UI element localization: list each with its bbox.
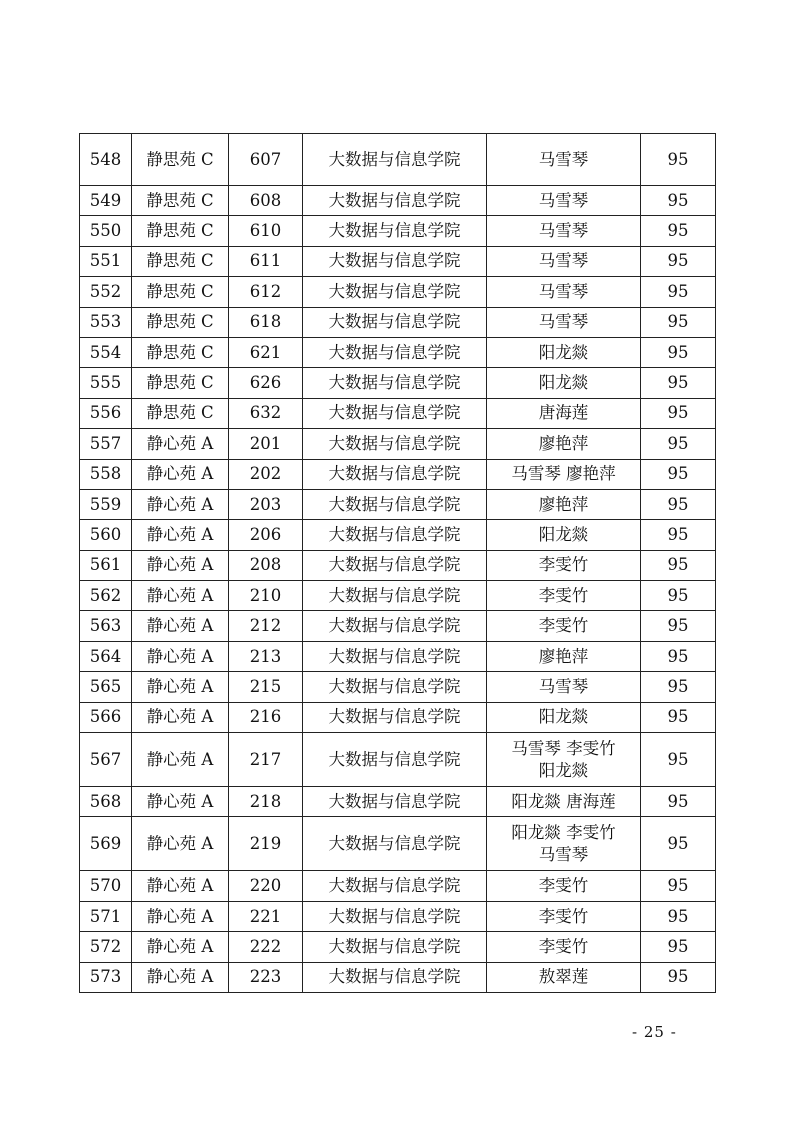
college-cell: 大数据与信息学院 <box>303 817 487 871</box>
inspector-name-cell: 马雪琴 <box>487 277 641 307</box>
room-number-cell: 611 <box>229 246 303 276</box>
building-cell: 静思苑 C <box>132 307 229 337</box>
table-row <box>80 246 716 276</box>
table-row <box>80 962 716 992</box>
row-number-cell: 552 <box>80 277 132 307</box>
score-cell: 95 <box>641 817 716 871</box>
building-cell: 静心苑 A <box>132 702 229 732</box>
row-number-cell: 548 <box>80 134 132 186</box>
room-number-cell: 610 <box>229 216 303 246</box>
table-row <box>80 216 716 246</box>
score-cell: 95 <box>641 134 716 186</box>
score-cell: 95 <box>641 368 716 398</box>
building-cell: 静思苑 C <box>132 246 229 276</box>
college-cell: 大数据与信息学院 <box>303 787 487 817</box>
inspector-name-cell: 李雯竹 <box>487 611 641 641</box>
building-cell: 静思苑 C <box>132 186 229 216</box>
building-cell: 静思苑 C <box>132 337 229 367</box>
row-number-cell: 558 <box>80 459 132 489</box>
table-row <box>80 932 716 962</box>
building-cell: 静心苑 A <box>132 733 229 787</box>
building-cell: 静心苑 A <box>132 962 229 992</box>
college-cell: 大数据与信息学院 <box>303 186 487 216</box>
table-row <box>80 702 716 732</box>
building-cell: 静心苑 A <box>132 550 229 580</box>
score-cell: 95 <box>641 787 716 817</box>
college-cell: 大数据与信息学院 <box>303 733 487 787</box>
college-cell: 大数据与信息学院 <box>303 429 487 459</box>
inspector-name-cell: 阳龙燚 <box>487 520 641 550</box>
college-cell: 大数据与信息学院 <box>303 581 487 611</box>
row-number-cell: 561 <box>80 550 132 580</box>
row-number-cell: 567 <box>80 733 132 787</box>
college-cell: 大数据与信息学院 <box>303 368 487 398</box>
score-cell: 95 <box>641 246 716 276</box>
college-cell: 大数据与信息学院 <box>303 134 487 186</box>
row-number-cell: 569 <box>80 817 132 871</box>
room-number-cell: 203 <box>229 489 303 519</box>
table-row <box>80 550 716 580</box>
table-row <box>80 901 716 931</box>
score-cell: 95 <box>641 186 716 216</box>
room-number-cell: 218 <box>229 787 303 817</box>
building-cell: 静心苑 A <box>132 672 229 702</box>
row-number-cell: 570 <box>80 871 132 901</box>
row-number-cell: 568 <box>80 787 132 817</box>
score-cell: 95 <box>641 901 716 931</box>
score-cell: 95 <box>641 216 716 246</box>
room-number-cell: 219 <box>229 817 303 871</box>
inspector-name-cell: 李雯竹 <box>487 932 641 962</box>
building-cell: 静思苑 C <box>132 398 229 428</box>
building-cell: 静心苑 A <box>132 611 229 641</box>
score-cell: 95 <box>641 459 716 489</box>
dormitory-score-table <box>79 133 716 993</box>
table-row <box>80 581 716 611</box>
table-row <box>80 186 716 216</box>
room-number-cell: 201 <box>229 429 303 459</box>
building-cell: 静心苑 A <box>132 641 229 671</box>
room-number-cell: 220 <box>229 871 303 901</box>
score-cell: 95 <box>641 672 716 702</box>
table-row <box>80 611 716 641</box>
college-cell: 大数据与信息学院 <box>303 871 487 901</box>
room-number-cell: 215 <box>229 672 303 702</box>
row-number-cell: 553 <box>80 307 132 337</box>
table-row <box>80 368 716 398</box>
college-cell: 大数据与信息学院 <box>303 246 487 276</box>
inspector-name-cell: 马雪琴 <box>487 216 641 246</box>
page-number: - 25 - <box>632 1023 677 1041</box>
row-number-cell: 559 <box>80 489 132 519</box>
building-cell: 静思苑 C <box>132 216 229 246</box>
building-cell: 静思苑 C <box>132 368 229 398</box>
inspector-name-cell: 廖艳萍 <box>487 641 641 671</box>
college-cell: 大数据与信息学院 <box>303 611 487 641</box>
inspector-name-cell: 敖翠莲 <box>487 962 641 992</box>
college-cell: 大数据与信息学院 <box>303 520 487 550</box>
score-cell: 95 <box>641 641 716 671</box>
row-number-cell: 571 <box>80 901 132 931</box>
row-number-cell: 550 <box>80 216 132 246</box>
college-cell: 大数据与信息学院 <box>303 702 487 732</box>
table-row <box>80 398 716 428</box>
row-number-cell: 556 <box>80 398 132 428</box>
room-number-cell: 607 <box>229 134 303 186</box>
score-cell: 95 <box>641 932 716 962</box>
row-number-cell: 557 <box>80 429 132 459</box>
table-row <box>80 277 716 307</box>
inspector-name-cell: 唐海莲 <box>487 398 641 428</box>
inspector-name-cell: 马雪琴 <box>487 186 641 216</box>
inspector-name-cell: 李雯竹 <box>487 871 641 901</box>
inspector-name-cell: 马雪琴 <box>487 246 641 276</box>
building-cell: 静心苑 A <box>132 901 229 931</box>
inspector-name-cell: 阳龙燚 李雯竹 马雪琴 <box>487 817 641 871</box>
room-number-cell: 612 <box>229 277 303 307</box>
inspector-name-cell: 阳龙燚 <box>487 368 641 398</box>
row-number-cell: 572 <box>80 932 132 962</box>
college-cell: 大数据与信息学院 <box>303 337 487 367</box>
table-row <box>80 672 716 702</box>
row-number-cell: 551 <box>80 246 132 276</box>
row-number-cell: 573 <box>80 962 132 992</box>
building-cell: 静思苑 C <box>132 277 229 307</box>
building-cell: 静心苑 A <box>132 581 229 611</box>
room-number-cell: 621 <box>229 337 303 367</box>
building-cell: 静思苑 C <box>132 134 229 186</box>
table-row <box>80 641 716 671</box>
room-number-cell: 210 <box>229 581 303 611</box>
table-body <box>80 134 716 993</box>
row-number-cell: 563 <box>80 611 132 641</box>
college-cell: 大数据与信息学院 <box>303 489 487 519</box>
college-cell: 大数据与信息学院 <box>303 672 487 702</box>
inspector-name-cell: 阳龙燚 <box>487 337 641 367</box>
table-row <box>80 787 716 817</box>
score-cell: 95 <box>641 489 716 519</box>
score-cell: 95 <box>641 307 716 337</box>
table-row <box>80 871 716 901</box>
score-cell: 95 <box>641 611 716 641</box>
room-number-cell: 608 <box>229 186 303 216</box>
building-cell: 静心苑 A <box>132 932 229 962</box>
row-number-cell: 555 <box>80 368 132 398</box>
table-row <box>80 459 716 489</box>
score-cell: 95 <box>641 277 716 307</box>
table-row <box>80 337 716 367</box>
row-number-cell: 562 <box>80 581 132 611</box>
row-number-cell: 565 <box>80 672 132 702</box>
building-cell: 静心苑 A <box>132 459 229 489</box>
room-number-cell: 208 <box>229 550 303 580</box>
row-number-cell: 549 <box>80 186 132 216</box>
score-cell: 95 <box>641 520 716 550</box>
table-row <box>80 520 716 550</box>
college-cell: 大数据与信息学院 <box>303 398 487 428</box>
college-cell: 大数据与信息学院 <box>303 641 487 671</box>
score-cell: 95 <box>641 733 716 787</box>
inspector-name-cell: 马雪琴 <box>487 134 641 186</box>
room-number-cell: 216 <box>229 702 303 732</box>
room-number-cell: 221 <box>229 901 303 931</box>
inspector-name-cell: 李雯竹 <box>487 581 641 611</box>
inspector-name-cell: 马雪琴 廖艳萍 <box>487 459 641 489</box>
building-cell: 静心苑 A <box>132 787 229 817</box>
inspector-name-cell: 马雪琴 <box>487 672 641 702</box>
college-cell: 大数据与信息学院 <box>303 277 487 307</box>
inspector-name-cell: 廖艳萍 <box>487 429 641 459</box>
room-number-cell: 202 <box>229 459 303 489</box>
building-cell: 静心苑 A <box>132 871 229 901</box>
table-row <box>80 429 716 459</box>
inspector-name-cell: 马雪琴 <box>487 307 641 337</box>
row-number-cell: 566 <box>80 702 132 732</box>
building-cell: 静心苑 A <box>132 520 229 550</box>
inspector-name-cell: 李雯竹 <box>487 550 641 580</box>
room-number-cell: 222 <box>229 932 303 962</box>
score-cell: 95 <box>641 581 716 611</box>
score-cell: 95 <box>641 429 716 459</box>
inspector-name-cell: 阳龙燚 <box>487 702 641 732</box>
score-cell: 95 <box>641 398 716 428</box>
room-number-cell: 212 <box>229 611 303 641</box>
college-cell: 大数据与信息学院 <box>303 550 487 580</box>
score-cell: 95 <box>641 337 716 367</box>
room-number-cell: 223 <box>229 962 303 992</box>
college-cell: 大数据与信息学院 <box>303 459 487 489</box>
college-cell: 大数据与信息学院 <box>303 307 487 337</box>
table-row <box>80 733 716 787</box>
building-cell: 静心苑 A <box>132 489 229 519</box>
table-row <box>80 307 716 337</box>
college-cell: 大数据与信息学院 <box>303 962 487 992</box>
college-cell: 大数据与信息学院 <box>303 901 487 931</box>
room-number-cell: 632 <box>229 398 303 428</box>
room-number-cell: 213 <box>229 641 303 671</box>
inspector-name-cell: 李雯竹 <box>487 901 641 931</box>
college-cell: 大数据与信息学院 <box>303 216 487 246</box>
score-cell: 95 <box>641 871 716 901</box>
room-number-cell: 618 <box>229 307 303 337</box>
building-cell: 静心苑 A <box>132 429 229 459</box>
inspector-name-cell: 马雪琴 李雯竹 阳龙燚 <box>487 733 641 787</box>
inspector-name-cell: 阳龙燚 唐海莲 <box>487 787 641 817</box>
row-number-cell: 554 <box>80 337 132 367</box>
building-cell: 静心苑 A <box>132 817 229 871</box>
score-cell: 95 <box>641 962 716 992</box>
score-cell: 95 <box>641 702 716 732</box>
score-cell: 95 <box>641 550 716 580</box>
room-number-cell: 217 <box>229 733 303 787</box>
table-row <box>80 489 716 519</box>
row-number-cell: 560 <box>80 520 132 550</box>
table-row <box>80 817 716 871</box>
college-cell: 大数据与信息学院 <box>303 932 487 962</box>
row-number-cell: 564 <box>80 641 132 671</box>
table-row <box>80 134 716 186</box>
inspector-name-cell: 廖艳萍 <box>487 489 641 519</box>
room-number-cell: 206 <box>229 520 303 550</box>
room-number-cell: 626 <box>229 368 303 398</box>
